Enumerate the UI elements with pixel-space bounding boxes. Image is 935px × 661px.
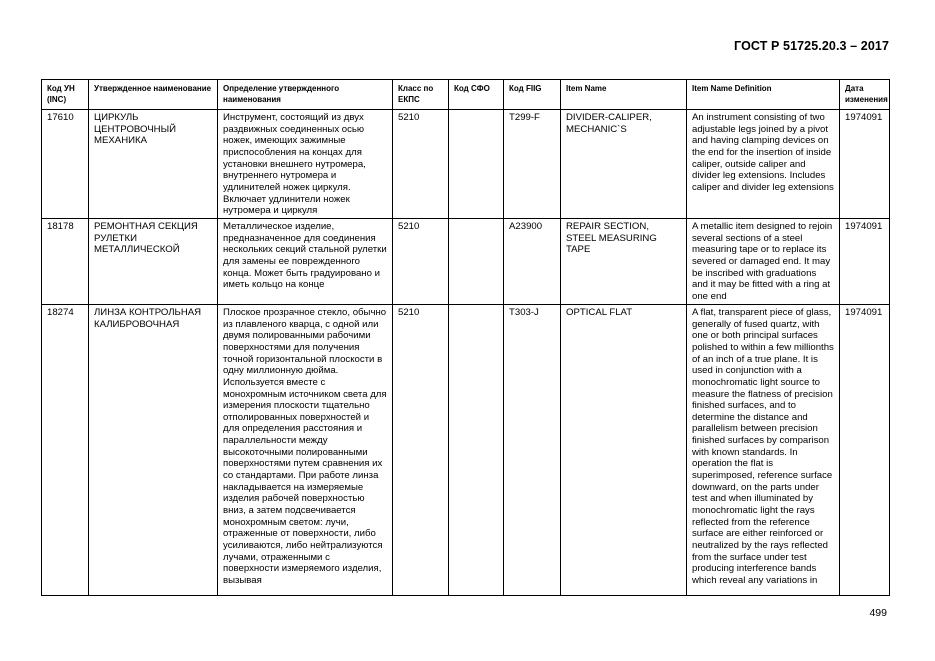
cell-item-definition: An instrument consisting of two adjustable legs joined by a pivot and having clamping devices on the end for the insertion of inside caliper, outside caliper and divider leg extensions. Includes caliper and divider leg extensions bbox=[687, 110, 840, 219]
cell-date: 1974091 bbox=[840, 304, 890, 595]
col-header-item-name: Item Name bbox=[561, 80, 687, 110]
cell-date: 1974091 bbox=[840, 110, 890, 219]
document-code: ГОСТ Р 51725.20.3 – 2017 bbox=[734, 39, 889, 53]
cell-item-name: REPAIR SECTION, STEEL MEASURING TAPE bbox=[561, 218, 687, 304]
table-row bbox=[42, 304, 890, 595]
cell-name-ru: ЦИРКУЛЬ ЦЕНТРОВОЧНЫЙ МЕХАНИКА bbox=[89, 110, 218, 219]
cell-class: 5210 bbox=[393, 218, 449, 304]
cell-class: 5210 bbox=[393, 304, 449, 595]
col-header-class: Класс по ЕКПС bbox=[393, 80, 449, 110]
cell-code: 17610 bbox=[42, 110, 89, 219]
cell-item-name: DIVIDER-CALIPER, MECHANIC`S bbox=[561, 110, 687, 219]
cell-code: 18178 bbox=[42, 218, 89, 304]
table-row bbox=[42, 218, 890, 304]
col-header-sfo: Код СФО bbox=[449, 80, 504, 110]
data-table bbox=[41, 79, 890, 596]
header-row bbox=[42, 80, 890, 110]
table-row bbox=[42, 110, 890, 219]
cell-fiig: T303-J bbox=[504, 304, 561, 595]
cell-name-ru: РЕМОНТНАЯ СЕКЦИЯ РУЛЕТКИ МЕТАЛЛИЧЕСКОЙ bbox=[89, 218, 218, 304]
col-header-item-definition: Item Name Definition bbox=[687, 80, 840, 110]
col-header-definition-ru: Определение утвержденного наименования bbox=[218, 80, 393, 110]
cell-item-name: OPTICAL FLAT bbox=[561, 304, 687, 595]
cell-definition-ru: Металлическое изделие, предназначенное для соединения нескольких секций стальной рулетки для замены ее поврежденного конца. Может быть градуировано и иметь кольцо на конце bbox=[218, 218, 393, 304]
cell-item-definition: A metallic item designed to rejoin several sections of a steel measuring tape or to replace its severed or damaged end. It may be inscribed with graduations and it may be fitted with a ring at one end bbox=[687, 218, 840, 304]
col-header-fiig: Код FIIG bbox=[504, 80, 561, 110]
cell-definition-ru: Плоское прозрачное стекло, обычно из плавленого кварца, с одной или двумя полированными рабочими поверхностями для получения точной горизонтальной плоскости в одну миллионную дюйма. Используется вместе с монохромным источником света для измерения плоскости тщательно отполированных поверхностей и для определения расстояния и параллельности между высокоточными полированными поверхностями путем сравнения их со стандартами. При работе линза накладывается на измеряемые изделия рабочей поверхностью вниз, а затем подсвечивается монохромным светом: лучи, отраженные от поверхности, либо усиливаются, либо нейтрализуются лучами, отраженными с поверхности измеряемого изделия, вызывая bbox=[218, 304, 393, 595]
cell-sfo bbox=[449, 110, 504, 219]
cell-sfo bbox=[449, 304, 504, 595]
col-header-date: Дата изменения bbox=[840, 80, 890, 110]
cell-fiig: T299-F bbox=[504, 110, 561, 219]
cell-date: 1974091 bbox=[840, 218, 890, 304]
page-number: 499 bbox=[869, 607, 887, 619]
col-header-name-ru: Утвержденное наименование bbox=[89, 80, 218, 110]
cell-definition-ru: Инструмент, состоящий из двух раздвижных соединенных осью ножек, имеющих зажимные приспособления на концах для установки внешнего нутромера, внутреннего нутромера и удлинителей ножек циркуля. Включает удлинители ножек нутромера и циркуля bbox=[218, 110, 393, 219]
cell-sfo bbox=[449, 218, 504, 304]
cell-class: 5210 bbox=[393, 110, 449, 219]
cell-fiig: A23900 bbox=[504, 218, 561, 304]
cell-name-ru: ЛИНЗА КОНТРОЛЬНАЯ КАЛИБРОВОЧНАЯ bbox=[89, 304, 218, 595]
col-header-code: Код УН (INC) bbox=[42, 80, 89, 110]
cell-item-definition: A flat, transparent piece of glass, generally of fused quartz, with one or both principal surfaces polished to within a few millionths of an inch of a true plane. It is used in conjunction with a monochromatic light source to measure the flatness of precision finished surfaces, and to determine the distance and parallelism between precision finished surfaces by comparison with known standards. In operation the flat is superimposed, reference surface downward, on the parts under test and when illuminated by monochromatic light the rays reflected from the reference surface are either reinforced or neutralized by the rays reflected from the surface under test producing interference bands which reveal any variations in bbox=[687, 304, 840, 595]
cell-code: 18274 bbox=[42, 304, 89, 595]
